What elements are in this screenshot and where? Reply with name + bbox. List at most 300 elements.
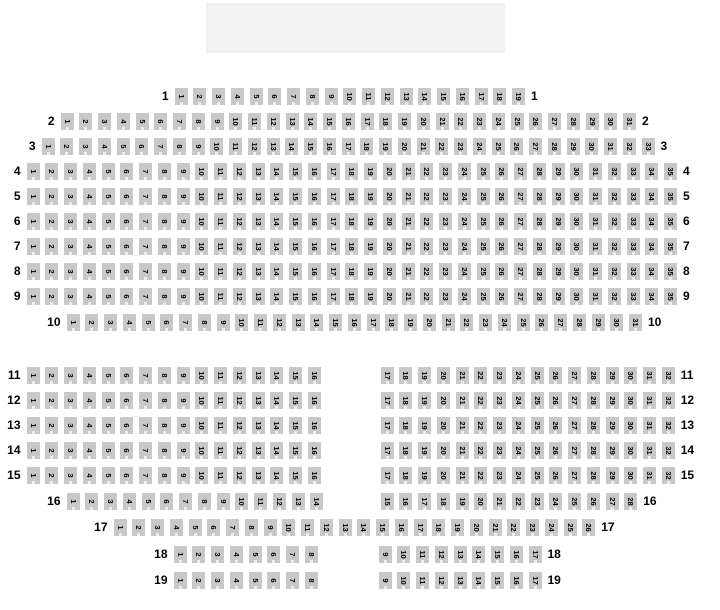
seat-row3-2[interactable] (60, 138, 73, 155)
seat-row8-12[interactable] (233, 263, 246, 280)
seat-row15-11[interactable] (214, 467, 227, 484)
seat-row6-23[interactable] (439, 213, 452, 230)
seat-row1-8[interactable] (306, 88, 319, 105)
seat-row18-1[interactable] (174, 546, 187, 563)
seat-row3-31[interactable] (604, 138, 617, 155)
seat-row18-16[interactable] (510, 546, 523, 563)
seat-row5-12[interactable] (233, 188, 246, 205)
seat-row7-14[interactable] (270, 238, 283, 255)
seat-row15-3[interactable] (64, 467, 77, 484)
seat-row16-17[interactable] (418, 493, 431, 510)
seat-row3-13[interactable] (267, 138, 280, 155)
seat-row4-22[interactable] (420, 163, 433, 180)
seat-row6-20[interactable] (383, 213, 396, 230)
seat-row12-13[interactable] (252, 392, 265, 409)
seat-row13-9[interactable] (177, 417, 190, 434)
seat-row4-17[interactable] (327, 163, 340, 180)
seat-row3-3[interactable] (79, 138, 92, 155)
seat-row9-32[interactable] (608, 288, 621, 305)
seat-row10-19[interactable] (404, 314, 417, 331)
seat-row6-26[interactable] (495, 213, 508, 230)
seat-row11-29[interactable] (606, 367, 619, 384)
seat-row10-30[interactable] (610, 314, 623, 331)
seat-row3-24[interactable] (473, 138, 486, 155)
seat-row4-27[interactable] (514, 163, 527, 180)
seat-row3-11[interactable] (229, 138, 242, 155)
seat-row5-18[interactable] (345, 188, 358, 205)
seat-row9-10[interactable] (195, 288, 208, 305)
seat-row17-23[interactable] (526, 519, 539, 536)
seat-row6-24[interactable] (458, 213, 471, 230)
seat-row12-30[interactable] (624, 392, 637, 409)
seat-row8-10[interactable] (195, 263, 208, 280)
seat-row4-11[interactable] (214, 163, 227, 180)
seat-row7-31[interactable] (589, 238, 602, 255)
seat-row3-16[interactable] (323, 138, 336, 155)
seat-row10-17[interactable] (367, 314, 380, 331)
seat-row2-27[interactable] (548, 113, 561, 130)
seat-row19-5[interactable] (249, 572, 262, 589)
seat-row7-11[interactable] (214, 238, 227, 255)
seat-row7-32[interactable] (608, 238, 621, 255)
seat-row17-7[interactable] (226, 519, 239, 536)
seat-row1-10[interactable] (343, 88, 356, 105)
seat-row12-17[interactable] (381, 392, 394, 409)
seat-row9-8[interactable] (158, 288, 171, 305)
seat-row9-28[interactable] (533, 288, 546, 305)
seat-row11-18[interactable] (399, 367, 412, 384)
seat-row10-28[interactable] (573, 314, 586, 331)
seat-row8-16[interactable] (308, 263, 321, 280)
seat-row16-12[interactable] (273, 493, 286, 510)
seat-row5-8[interactable] (158, 188, 171, 205)
seat-row1-13[interactable] (400, 88, 413, 105)
seat-row11-9[interactable] (177, 367, 190, 384)
seat-row7-26[interactable] (495, 238, 508, 255)
seat-row3-27[interactable] (529, 138, 542, 155)
seat-row10-21[interactable] (442, 314, 455, 331)
seat-row12-10[interactable] (195, 392, 208, 409)
seat-row7-34[interactable] (645, 238, 658, 255)
seat-row11-8[interactable] (158, 367, 171, 384)
seat-row5-27[interactable] (514, 188, 527, 205)
seat-row12-31[interactable] (643, 392, 656, 409)
seat-row19-9[interactable] (379, 572, 392, 589)
seat-row14-13[interactable] (252, 442, 265, 459)
seat-row2-10[interactable] (229, 113, 242, 130)
seat-row12-15[interactable] (289, 392, 302, 409)
seat-row9-31[interactable] (589, 288, 602, 305)
seat-row11-30[interactable] (624, 367, 637, 384)
seat-row12-8[interactable] (158, 392, 171, 409)
seat-row18-13[interactable] (454, 546, 467, 563)
seat-row15-8[interactable] (158, 467, 171, 484)
seat-row5-34[interactable] (645, 188, 658, 205)
seat-row11-1[interactable] (27, 367, 40, 384)
seat-row4-35[interactable] (664, 163, 677, 180)
seat-row2-29[interactable] (586, 113, 599, 130)
seat-row5-9[interactable] (177, 188, 190, 205)
seat-row1-17[interactable] (475, 88, 488, 105)
seat-row8-22[interactable] (420, 263, 433, 280)
seat-row12-3[interactable] (64, 392, 77, 409)
seat-row16-11[interactable] (254, 493, 267, 510)
seat-row6-34[interactable] (645, 213, 658, 230)
seat-row10-10[interactable] (235, 314, 248, 331)
seat-row5-1[interactable] (27, 188, 40, 205)
seat-row1-16[interactable] (456, 88, 469, 105)
seat-row14-26[interactable] (549, 442, 562, 459)
seat-row8-5[interactable] (102, 263, 115, 280)
seat-row11-14[interactable] (270, 367, 283, 384)
seat-row6-3[interactable] (64, 213, 77, 230)
seat-row13-13[interactable] (252, 417, 265, 434)
seat-row9-30[interactable] (570, 288, 583, 305)
seat-row3-10[interactable] (210, 138, 223, 155)
seat-row19-12[interactable] (435, 572, 448, 589)
seat-row18-8[interactable] (305, 546, 318, 563)
seat-row14-16[interactable] (308, 442, 321, 459)
seat-row7-19[interactable] (364, 238, 377, 255)
seat-row10-29[interactable] (592, 314, 605, 331)
seat-row16-4[interactable] (123, 493, 136, 510)
seat-row10-9[interactable] (217, 314, 230, 331)
seat-row17-12[interactable] (320, 519, 333, 536)
seat-row7-28[interactable] (533, 238, 546, 255)
seat-row8-6[interactable] (120, 263, 133, 280)
seat-row15-26[interactable] (549, 467, 562, 484)
seat-row16-14[interactable] (310, 493, 323, 510)
seat-row10-8[interactable] (198, 314, 211, 331)
seat-row7-7[interactable] (139, 238, 152, 255)
seat-row10-11[interactable] (254, 314, 267, 331)
seat-row19-1[interactable] (174, 572, 187, 589)
seat-row7-16[interactable] (308, 238, 321, 255)
seat-row14-29[interactable] (606, 442, 619, 459)
seat-row12-25[interactable] (531, 392, 544, 409)
seat-row12-22[interactable] (474, 392, 487, 409)
seat-row3-5[interactable] (117, 138, 130, 155)
seat-row14-3[interactable] (64, 442, 77, 459)
seat-row15-22[interactable] (474, 467, 487, 484)
seat-row17-25[interactable] (564, 519, 577, 536)
seat-row9-35[interactable] (664, 288, 677, 305)
seat-row6-10[interactable] (195, 213, 208, 230)
seat-row12-6[interactable] (120, 392, 133, 409)
seat-row13-10[interactable] (195, 417, 208, 434)
seat-row1-9[interactable] (325, 88, 338, 105)
seat-row16-18[interactable] (437, 493, 450, 510)
seat-row3-15[interactable] (304, 138, 317, 155)
seat-row1-14[interactable] (418, 88, 431, 105)
seat-row5-3[interactable] (64, 188, 77, 205)
seat-row11-4[interactable] (83, 367, 96, 384)
seat-row6-12[interactable] (233, 213, 246, 230)
seat-row15-2[interactable] (45, 467, 58, 484)
seat-row14-30[interactable] (624, 442, 637, 459)
seat-row4-26[interactable] (495, 163, 508, 180)
seat-row13-12[interactable] (233, 417, 246, 434)
seat-row5-14[interactable] (270, 188, 283, 205)
seat-row15-32[interactable] (662, 467, 675, 484)
seat-row11-17[interactable] (381, 367, 394, 384)
seat-row8-13[interactable] (252, 263, 265, 280)
seat-row16-10[interactable] (235, 493, 248, 510)
seat-row9-20[interactable] (383, 288, 396, 305)
seat-row8-9[interactable] (177, 263, 190, 280)
seat-row17-2[interactable] (132, 519, 145, 536)
seat-row15-29[interactable] (606, 467, 619, 484)
seat-row14-15[interactable] (289, 442, 302, 459)
seat-row17-19[interactable] (451, 519, 464, 536)
seat-row17-20[interactable] (470, 519, 483, 536)
seat-row5-29[interactable] (552, 188, 565, 205)
seat-row18-9[interactable] (379, 546, 392, 563)
seat-row14-19[interactable] (418, 442, 431, 459)
seat-row2-18[interactable] (379, 113, 392, 130)
seat-row17-18[interactable] (432, 519, 445, 536)
seat-row9-33[interactable] (627, 288, 640, 305)
seat-row8-34[interactable] (645, 263, 658, 280)
seat-row14-25[interactable] (531, 442, 544, 459)
seat-row6-14[interactable] (270, 213, 283, 230)
seat-row18-10[interactable] (397, 546, 410, 563)
seat-row19-3[interactable] (211, 572, 224, 589)
seat-row5-22[interactable] (420, 188, 433, 205)
seat-row6-16[interactable] (308, 213, 321, 230)
seat-row5-26[interactable] (495, 188, 508, 205)
seat-row5-11[interactable] (214, 188, 227, 205)
seat-row8-26[interactable] (495, 263, 508, 280)
seat-row10-15[interactable] (329, 314, 342, 331)
seat-row12-11[interactable] (214, 392, 227, 409)
seat-row7-23[interactable] (439, 238, 452, 255)
seat-row15-17[interactable] (381, 467, 394, 484)
seat-row16-21[interactable] (493, 493, 506, 510)
seat-row8-15[interactable] (289, 263, 302, 280)
seat-row11-25[interactable] (531, 367, 544, 384)
seat-row3-14[interactable] (285, 138, 298, 155)
seat-row8-35[interactable] (664, 263, 677, 280)
seat-row4-4[interactable] (83, 163, 96, 180)
seat-row4-19[interactable] (364, 163, 377, 180)
seat-row4-33[interactable] (627, 163, 640, 180)
seat-row16-6[interactable] (160, 493, 173, 510)
seat-row2-15[interactable] (323, 113, 336, 130)
seat-row11-13[interactable] (252, 367, 265, 384)
seat-row2-13[interactable] (286, 113, 299, 130)
seat-row9-21[interactable] (402, 288, 415, 305)
seat-row9-34[interactable] (645, 288, 658, 305)
seat-row11-2[interactable] (45, 367, 58, 384)
seat-row4-7[interactable] (139, 163, 152, 180)
seat-row5-4[interactable] (83, 188, 96, 205)
seat-row6-19[interactable] (364, 213, 377, 230)
seat-row8-21[interactable] (402, 263, 415, 280)
seat-row18-4[interactable] (230, 546, 243, 563)
seat-row12-2[interactable] (45, 392, 58, 409)
seat-row14-5[interactable] (102, 442, 115, 459)
seat-row10-26[interactable] (535, 314, 548, 331)
seat-row8-17[interactable] (327, 263, 340, 280)
seat-row2-26[interactable] (529, 113, 542, 130)
seat-row6-33[interactable] (627, 213, 640, 230)
seat-row14-32[interactable] (662, 442, 675, 459)
seat-row16-1[interactable] (67, 493, 80, 510)
seat-row2-6[interactable] (154, 113, 167, 130)
seat-row6-29[interactable] (552, 213, 565, 230)
seat-row18-5[interactable] (249, 546, 262, 563)
seat-row16-9[interactable] (217, 493, 230, 510)
seat-row6-17[interactable] (327, 213, 340, 230)
seat-row14-12[interactable] (233, 442, 246, 459)
seat-row5-31[interactable] (589, 188, 602, 205)
seat-row5-23[interactable] (439, 188, 452, 205)
seat-row12-12[interactable] (233, 392, 246, 409)
seat-row13-19[interactable] (418, 417, 431, 434)
seat-row13-24[interactable] (512, 417, 525, 434)
seat-row15-12[interactable] (233, 467, 246, 484)
seat-row13-16[interactable] (308, 417, 321, 434)
seat-row14-8[interactable] (158, 442, 171, 459)
seat-row14-9[interactable] (177, 442, 190, 459)
seat-row10-24[interactable] (498, 314, 511, 331)
seat-row12-18[interactable] (399, 392, 412, 409)
seat-row14-18[interactable] (399, 442, 412, 459)
seat-row15-7[interactable] (139, 467, 152, 484)
seat-row14-31[interactable] (643, 442, 656, 459)
seat-row11-5[interactable] (102, 367, 115, 384)
seat-row11-20[interactable] (437, 367, 450, 384)
seat-row13-29[interactable] (606, 417, 619, 434)
seat-row9-5[interactable] (102, 288, 115, 305)
seat-row4-30[interactable] (570, 163, 583, 180)
seat-row2-8[interactable] (192, 113, 205, 130)
seat-row11-31[interactable] (643, 367, 656, 384)
seat-row6-8[interactable] (158, 213, 171, 230)
seat-row6-25[interactable] (477, 213, 490, 230)
seat-row13-27[interactable] (568, 417, 581, 434)
seat-row4-12[interactable] (233, 163, 246, 180)
seat-row6-32[interactable] (608, 213, 621, 230)
seat-row8-23[interactable] (439, 263, 452, 280)
seat-row16-16[interactable] (399, 493, 412, 510)
seat-row3-21[interactable] (417, 138, 430, 155)
seat-row18-14[interactable] (472, 546, 485, 563)
seat-row11-28[interactable] (587, 367, 600, 384)
seat-row17-11[interactable] (301, 519, 314, 536)
seat-row11-16[interactable] (308, 367, 321, 384)
seat-row13-28[interactable] (587, 417, 600, 434)
seat-row17-8[interactable] (245, 519, 258, 536)
seat-row9-6[interactable] (120, 288, 133, 305)
seat-row3-33[interactable] (642, 138, 655, 155)
seat-row7-3[interactable] (64, 238, 77, 255)
seat-row4-28[interactable] (533, 163, 546, 180)
seat-row9-11[interactable] (214, 288, 227, 305)
seat-row1-2[interactable] (193, 88, 206, 105)
seat-row14-27[interactable] (568, 442, 581, 459)
seat-row10-7[interactable] (179, 314, 192, 331)
seat-row4-16[interactable] (308, 163, 321, 180)
seat-row13-26[interactable] (549, 417, 562, 434)
seat-row5-5[interactable] (102, 188, 115, 205)
seat-row14-2[interactable] (45, 442, 58, 459)
seat-row13-2[interactable] (45, 417, 58, 434)
seat-row12-27[interactable] (568, 392, 581, 409)
seat-row13-32[interactable] (662, 417, 675, 434)
seat-row9-16[interactable] (308, 288, 321, 305)
seat-row2-7[interactable] (173, 113, 186, 130)
seat-row11-26[interactable] (549, 367, 562, 384)
seat-row2-20[interactable] (417, 113, 430, 130)
seat-row2-22[interactable] (454, 113, 467, 130)
seat-row1-5[interactable] (250, 88, 263, 105)
seat-row6-15[interactable] (289, 213, 302, 230)
seat-row8-18[interactable] (345, 263, 358, 280)
seat-row16-19[interactable] (456, 493, 469, 510)
seat-row13-1[interactable] (27, 417, 40, 434)
seat-row8-11[interactable] (214, 263, 227, 280)
seat-row8-14[interactable] (270, 263, 283, 280)
seat-row2-28[interactable] (567, 113, 580, 130)
seat-row10-16[interactable] (348, 314, 361, 331)
seat-row3-20[interactable] (398, 138, 411, 155)
seat-row15-24[interactable] (512, 467, 525, 484)
seat-row2-1[interactable] (61, 113, 74, 130)
seat-row12-14[interactable] (270, 392, 283, 409)
seat-row13-6[interactable] (120, 417, 133, 434)
seat-row8-4[interactable] (83, 263, 96, 280)
seat-row6-30[interactable] (570, 213, 583, 230)
seat-row15-18[interactable] (399, 467, 412, 484)
seat-row9-18[interactable] (345, 288, 358, 305)
seat-row3-28[interactable] (548, 138, 561, 155)
seat-row12-20[interactable] (437, 392, 450, 409)
seat-row2-24[interactable] (492, 113, 505, 130)
seat-row15-27[interactable] (568, 467, 581, 484)
seat-row12-32[interactable] (662, 392, 675, 409)
seat-row12-4[interactable] (83, 392, 96, 409)
seat-row4-24[interactable] (458, 163, 471, 180)
seat-row13-7[interactable] (139, 417, 152, 434)
seat-row8-32[interactable] (608, 263, 621, 280)
seat-row13-25[interactable] (531, 417, 544, 434)
seat-row13-17[interactable] (381, 417, 394, 434)
seat-row3-4[interactable] (98, 138, 111, 155)
seat-row10-18[interactable] (385, 314, 398, 331)
seat-row2-14[interactable] (304, 113, 317, 130)
seat-row16-25[interactable] (568, 493, 581, 510)
seat-row11-27[interactable] (568, 367, 581, 384)
seat-row4-3[interactable] (64, 163, 77, 180)
seat-row19-4[interactable] (230, 572, 243, 589)
seat-row11-3[interactable] (64, 367, 77, 384)
seat-row17-13[interactable] (339, 519, 352, 536)
seat-row4-23[interactable] (439, 163, 452, 180)
seat-row14-1[interactable] (27, 442, 40, 459)
seat-row17-3[interactable] (151, 519, 164, 536)
seat-row4-21[interactable] (402, 163, 415, 180)
seat-row4-2[interactable] (45, 163, 58, 180)
seat-row3-19[interactable] (379, 138, 392, 155)
seat-row17-10[interactable] (282, 519, 295, 536)
seat-row14-28[interactable] (587, 442, 600, 459)
seat-row7-12[interactable] (233, 238, 246, 255)
seat-row5-20[interactable] (383, 188, 396, 205)
seat-row15-30[interactable] (624, 467, 637, 484)
seat-row13-14[interactable] (270, 417, 283, 434)
